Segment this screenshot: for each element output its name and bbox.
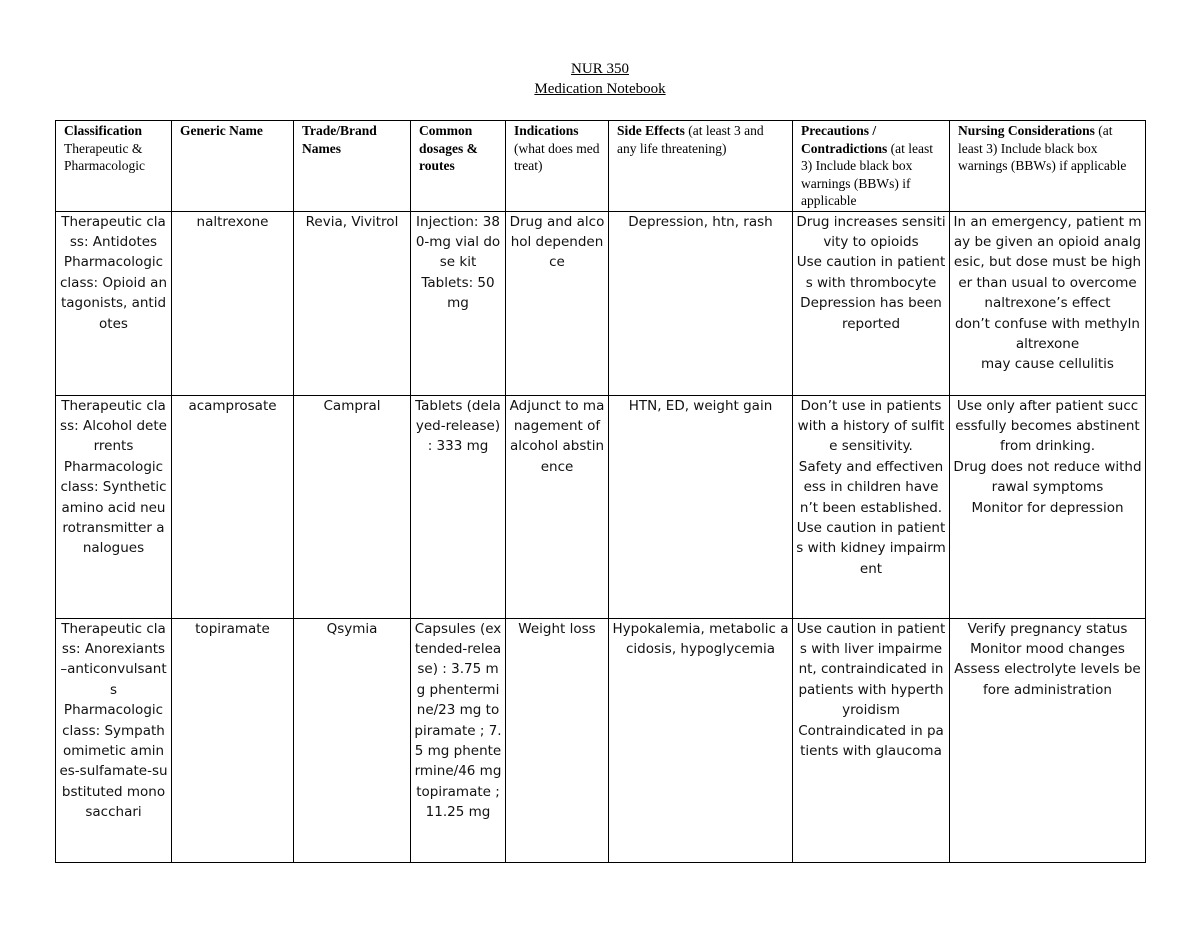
classification-cell: Therapeutic class: Antidotes Pharmacologic class: Opioid antagonists, antidotes [56, 211, 172, 395]
precautions-cell: Use caution in patients with liver impairment, contraindicated in patients with hyperthyroidism Contraindicated in patients with glaucoma [793, 618, 950, 862]
course-title: NUR 350 [571, 61, 629, 77]
side-effects-cell: Hypokalemia, metabolic acidosis, hypoglycemia [609, 618, 793, 862]
header-classification: Classification Therapeutic & Pharmacologic [56, 121, 172, 212]
nursing-cell: Verify pregnancy status Monitor mood changes Assess electrolyte levels before administration [950, 618, 1146, 862]
medication-table [55, 120, 1146, 863]
indications-cell: Adjunct to management of alcohol abstinence [506, 395, 609, 618]
generic-name-cell: topiramate [172, 618, 294, 862]
trade-name-cell: Revia, Vivitrol [294, 211, 411, 395]
indications-cell: Weight loss [506, 618, 609, 862]
classification-cell: Therapeutic class: Alcohol deterrents Pharmacologic class: Synthetic amino acid neurotransmitter analogues [56, 395, 172, 618]
generic-name-cell: naltrexone [172, 211, 294, 395]
trade-name-cell: Qsymia [294, 618, 411, 862]
side-effects-cell: Depression, htn, rash [609, 211, 793, 395]
table-row [56, 211, 1146, 395]
trade-name-cell: Campral [294, 395, 411, 618]
side-effects-cell: HTN, ED, weight gain [609, 395, 793, 618]
nursing-cell: Use only after patient successfully becomes abstinent from drinking. Drug does not reduce withdrawal symptoms Monitor for depression [950, 395, 1146, 618]
precautions-cell: Don’t use in patients with a history of sulfite sensitivity. Safety and effectiveness in children haven’t been established. Use caution in patients with kidney impairment [793, 395, 950, 618]
header-side-effects: Side Effects (at least 3 and any life threatening) [609, 121, 793, 212]
classification-cell: Therapeutic class: Anorexiants–anticonvulsants Pharmacologic class: Sympathomimetic amines-sulfamate-substituted monosacchari [56, 618, 172, 862]
dosage-cell: Capsules (extended-release) : 3.75 mg phentermine/23 mg topiramate ; 7.5 mg phentermine/46 mg topiramate ; 11.25 mg [411, 618, 506, 862]
generic-name-cell: acamprosate [172, 395, 294, 618]
header-dosages: Common dosages & routes [411, 121, 506, 212]
dosage-cell: Tablets (delayed-release) : 333 mg [411, 395, 506, 618]
header-indications: Indications (what does med treat) [506, 121, 609, 212]
dosage-cell: Injection: 380-mg vial dose kit Tablets: 50 mg [411, 211, 506, 395]
header-precautions: Precautions / Contradictions (at least 3) Include black box warnings (BBWs) if applicable [793, 121, 950, 212]
table-row [56, 395, 1146, 618]
precautions-cell: Drug increases sensitivity to opioids Use caution in patients with thrombocyte Depression has been reported [793, 211, 950, 395]
notebook-subtitle: Medication Notebook [534, 81, 666, 97]
indications-cell: Drug and alcohol dependence [506, 211, 609, 395]
header-row [56, 121, 1146, 212]
nursing-cell: In an emergency, patient may be given an opioid analgesic, but dose must be higher than usual to overcome naltrexone’s effect don’t confuse with methylnaltrexone may cause cellulitis [950, 211, 1146, 395]
header-generic-name: Generic Name [172, 121, 294, 212]
table-row [56, 618, 1146, 862]
header-nursing: Nursing Considerations (at least 3) Include black box warnings (BBWs) if applicable [950, 121, 1146, 212]
header-trade-names: Trade/Brand Names [294, 121, 411, 212]
